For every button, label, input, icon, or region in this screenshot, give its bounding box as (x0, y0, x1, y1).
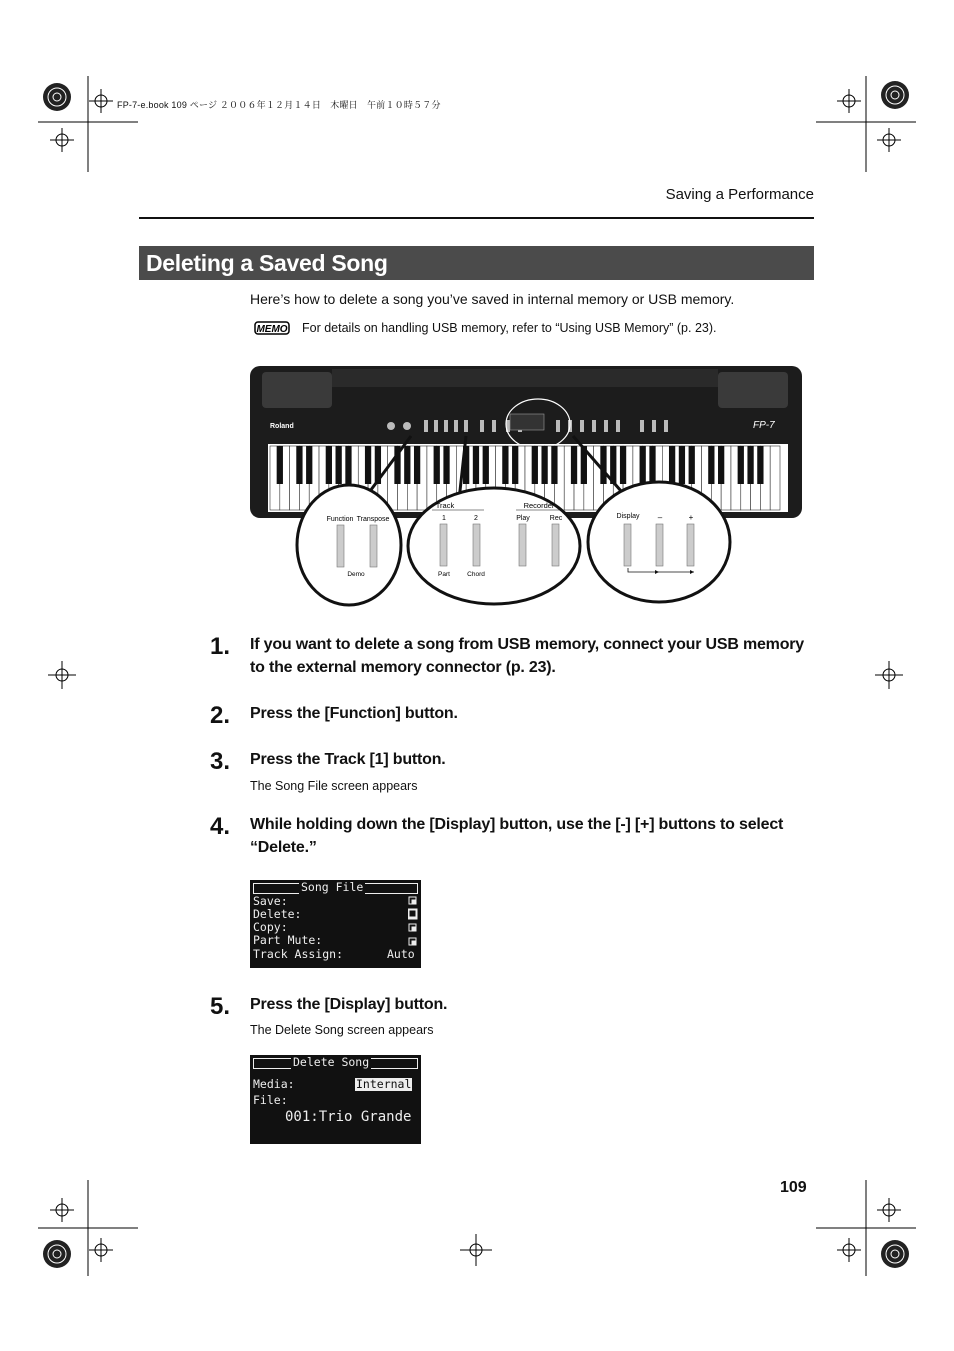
black-key (365, 446, 371, 484)
step-number: 5. (210, 993, 231, 1020)
black-key (414, 446, 420, 484)
black-key (443, 446, 449, 484)
black-key (551, 446, 557, 484)
memo-icon-label: MEMO (256, 324, 288, 335)
svg-text:Part: Part (438, 571, 450, 578)
header-rule (139, 217, 814, 219)
running-title: Saving a Performance (665, 186, 814, 203)
svg-text:1: 1 (442, 515, 446, 522)
svg-text:+: + (688, 513, 694, 522)
callout-function-transpose (297, 485, 401, 605)
lcd-row-label: Save: (253, 894, 288, 908)
callout-track-recorder (408, 488, 580, 604)
memo-icon (254, 319, 292, 342)
white-key (770, 446, 780, 510)
file-meta: FP-7-e.book 109 ページ ２００６年１２月１４日 木曜日 午前１０時５７分 (117, 100, 441, 110)
step-text: While holding down the [Display] button, use the [-] [+] buttons to select “Delete.” (250, 816, 784, 856)
black-key (571, 446, 577, 484)
keyboard-illustration (248, 364, 804, 609)
intro-text: Here’s how to delete a song you’ve saved in internal memory or USB memory. (250, 291, 735, 307)
black-key (708, 446, 714, 484)
black-key (277, 446, 283, 484)
step-text: If you want to delete a song from USB memory, connect your USB memory to the external memory connector (p. 23). (250, 636, 805, 676)
brand-label: Roland (270, 423, 294, 430)
black-key (541, 446, 547, 484)
black-key (689, 446, 695, 484)
black-key (502, 446, 508, 484)
lcd-row-label: Delete: (253, 907, 302, 921)
memo-text: For details on handling USB memory, refer to “Using USB Memory” (p. 23). (302, 321, 717, 335)
step-text: Press the [Display] button. (250, 996, 448, 1013)
svg-text:2: 2 (474, 515, 478, 522)
svg-text:Recorder: Recorder (523, 501, 555, 510)
lcd-song-file-screen (250, 880, 421, 968)
lcd-media-label: Media: (253, 1077, 295, 1091)
svg-text:Chord: Chord (467, 571, 485, 578)
black-key (512, 446, 518, 484)
lcd-file-label: File: (253, 1093, 288, 1107)
black-key (640, 446, 646, 484)
svg-text:Track: Track (435, 501, 455, 510)
black-key (532, 446, 538, 484)
black-key (669, 446, 675, 484)
step-subtext: The Song File screen appears (250, 779, 418, 793)
page-number: 109 (780, 1179, 807, 1196)
lcd-title: Song File (301, 880, 364, 894)
step-text: Press the Track [1] button. (250, 751, 446, 768)
lcd-row-label: Track Assign: (253, 947, 344, 961)
black-key (345, 446, 351, 484)
svg-text:Rec: Rec (549, 515, 563, 522)
black-key (326, 446, 332, 484)
svg-text:–: – (657, 513, 663, 522)
black-key (600, 446, 606, 484)
black-key (336, 446, 342, 484)
black-key (483, 446, 489, 484)
model-label: FP-7 (753, 420, 775, 431)
lcd-media-value: Internal (356, 1077, 412, 1091)
black-key (649, 446, 655, 484)
callout-display-minus-plus (588, 482, 730, 602)
step-text: Press the [Function] button. (250, 705, 458, 722)
black-key (404, 446, 410, 484)
lcd-row-label: Part Mute: (253, 933, 323, 947)
lcd-delete-song-screen (250, 1055, 421, 1144)
lcd-row-label: Copy: (253, 920, 288, 934)
svg-text:Function: Function (326, 516, 354, 523)
section-title: Deleting a Saved Song (146, 250, 388, 276)
svg-text:Transpose: Transpose (356, 516, 390, 523)
lcd-row-value: Auto (387, 947, 415, 961)
black-key (679, 446, 685, 484)
black-key (434, 446, 440, 484)
lcd-title: Delete Song (293, 1055, 370, 1069)
lcd-file-value: 001:Trio Grande (285, 1109, 412, 1125)
black-key (620, 446, 626, 484)
step-number: 2. (210, 702, 231, 729)
black-key (738, 446, 744, 484)
black-key (757, 446, 763, 484)
step-number: 3. (210, 748, 231, 775)
black-key (718, 446, 724, 484)
step-number: 1. (210, 633, 231, 660)
svg-text:Play: Play (516, 515, 530, 522)
lcd-enter-icons (408, 896, 418, 948)
svg-text:Display: Display (616, 513, 640, 520)
svg-text:Demo: Demo (347, 571, 365, 578)
black-key (306, 446, 312, 484)
black-key (296, 446, 302, 484)
black-key (473, 446, 479, 484)
black-key (747, 446, 753, 484)
step-subtext: The Delete Song screen appears (250, 1023, 434, 1037)
step-number: 4. (210, 813, 231, 840)
